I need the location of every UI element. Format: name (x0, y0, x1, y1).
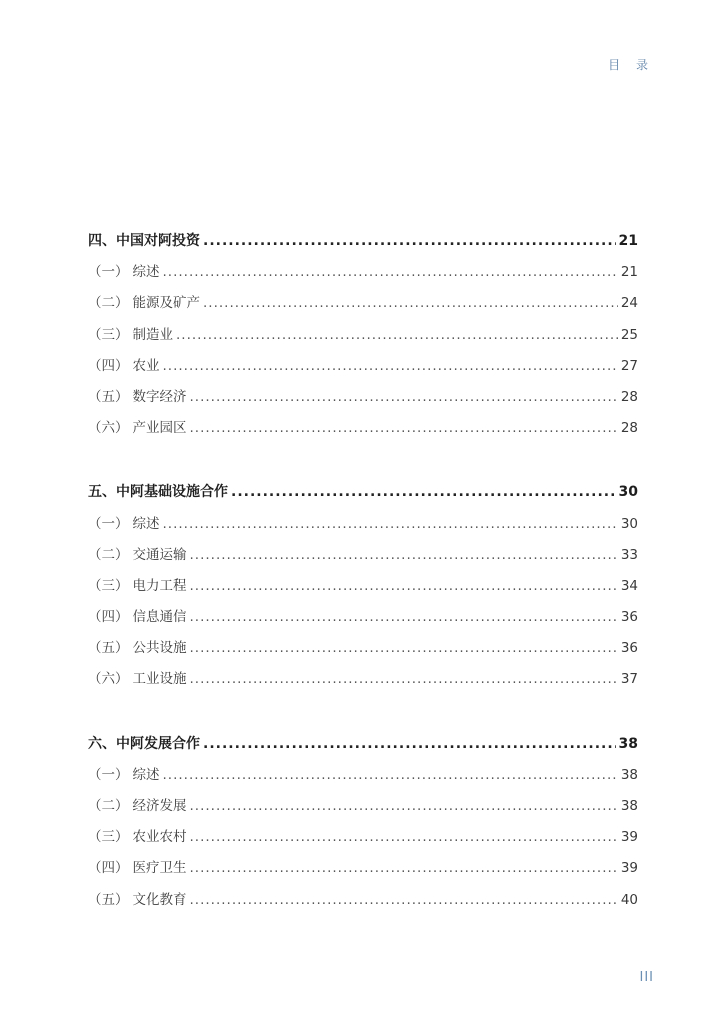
toc-sub-num: （二） (88, 798, 129, 814)
toc-sub-num: （三） (88, 577, 129, 594)
toc-main-entry[interactable] (88, 226, 638, 257)
toc-sub-num: （一） (88, 766, 129, 783)
toc-main-title: 四、中国对阿投资 (88, 233, 200, 249)
dot-leader (163, 760, 618, 791)
dot-leader (176, 320, 618, 351)
toc-sub-entry[interactable] (88, 791, 638, 822)
toc-sub-entry[interactable] (88, 602, 638, 633)
toc-main-title: 五、中阿基础设施合作 (88, 484, 228, 501)
toc-main-page: 38 (618, 735, 638, 752)
toc-sub-title: 综述 (132, 515, 160, 532)
toc-sub-title: 能源及矿产 (132, 295, 200, 312)
toc-sub-page: 34 (620, 577, 638, 594)
toc-sub-num: （一） (88, 515, 129, 532)
toc-main-page: 30 (618, 484, 638, 501)
toc-sub-entry[interactable] (88, 633, 638, 664)
toc-sub-title: 文化教育 (132, 891, 187, 908)
toc-sub-num: （五） (88, 388, 129, 405)
toc-sub-page: 36 (620, 640, 638, 657)
toc-sub-page: 37 (620, 671, 638, 688)
toc-sub-title: 综述 (132, 264, 160, 281)
toc-section-5 (88, 477, 638, 695)
toc-main-title: 六、中阿发展合作 (88, 735, 200, 752)
toc-section-6 (88, 729, 638, 916)
dot-leader (190, 602, 618, 633)
dot-leader (203, 226, 616, 257)
toc-sub-num: （二） (88, 546, 129, 563)
toc-sub-title: 工业设施 (132, 671, 187, 688)
toc-sub-title: 经济发展 (132, 798, 187, 814)
toc-sub-title: 农业农村 (132, 829, 187, 846)
toc-sub-num: （二） (88, 295, 129, 312)
toc-sub-entry[interactable] (88, 288, 638, 319)
toc-sub-title: 综述 (132, 766, 160, 783)
toc-main-entry[interactable] (88, 729, 638, 760)
toc-sub-title: 医疗卫生 (132, 860, 187, 877)
toc-sub-entry[interactable] (88, 664, 638, 695)
toc-sub-num: （四） (88, 609, 129, 626)
toc-sub-page: 24 (620, 295, 638, 312)
toc-sub-title: 信息通信 (132, 609, 187, 626)
toc-sub-num: （四） (88, 860, 129, 877)
toc-sub-page: 33 (620, 546, 638, 563)
toc-sub-entry[interactable] (88, 413, 638, 444)
toc-sub-entry[interactable] (88, 509, 638, 540)
dot-leader (163, 509, 618, 540)
dot-leader (190, 664, 618, 695)
toc-sub-page: 38 (620, 766, 638, 783)
dot-leader (190, 822, 618, 853)
toc-sub-num: （四） (88, 357, 129, 374)
table-of-contents (88, 226, 638, 949)
toc-sub-num: （六） (88, 671, 129, 688)
toc-sub-entry[interactable] (88, 320, 638, 351)
dot-leader (190, 885, 618, 916)
toc-sub-page: 25 (620, 326, 638, 343)
dot-leader (190, 791, 618, 822)
toc-sub-page: 27 (620, 357, 638, 374)
toc-sub-page: 28 (620, 420, 638, 437)
toc-sub-page: 39 (620, 860, 638, 877)
toc-sub-num: （六） (88, 420, 129, 437)
dot-leader (190, 571, 618, 602)
toc-sub-num: （三） (88, 829, 129, 846)
toc-sub-entry[interactable] (88, 351, 638, 382)
toc-sub-title: 公共设施 (132, 640, 187, 657)
toc-header-label: 目 录 (608, 58, 654, 72)
toc-sub-page: 21 (620, 264, 638, 281)
dot-leader (190, 540, 618, 571)
toc-sub-entry[interactable] (88, 540, 638, 571)
toc-sub-num: （五） (88, 640, 129, 657)
toc-sub-entry[interactable] (88, 885, 638, 916)
toc-sub-title: 产业园区 (132, 420, 187, 437)
toc-sub-entry[interactable] (88, 571, 638, 602)
toc-main-entry[interactable] (88, 477, 638, 508)
dot-leader (231, 477, 616, 508)
toc-main-page: 21 (618, 233, 638, 249)
toc-sub-entry[interactable] (88, 257, 638, 288)
toc-sub-num: （一） (88, 264, 129, 281)
toc-sub-title: 数字经济 (132, 388, 187, 405)
toc-sub-page: 28 (620, 388, 638, 405)
toc-sub-entry[interactable] (88, 760, 638, 791)
toc-sub-title: 电力工程 (132, 577, 187, 594)
toc-sub-num: （五） (88, 891, 129, 908)
toc-sub-page: 40 (620, 891, 638, 908)
dot-leader (190, 633, 618, 664)
toc-sub-title: 制造业 (132, 326, 173, 343)
toc-sub-page: 36 (620, 609, 638, 626)
dot-leader (190, 413, 618, 444)
toc-sub-entry[interactable] (88, 382, 638, 413)
dot-leader (163, 351, 618, 382)
toc-sub-entry[interactable] (88, 822, 638, 853)
dot-leader (203, 288, 618, 319)
dot-leader (190, 382, 618, 413)
toc-sub-page: 39 (620, 829, 638, 846)
dot-leader (163, 257, 618, 288)
toc-sub-title: 交通运输 (132, 546, 187, 563)
toc-sub-page: 30 (620, 515, 638, 532)
toc-sub-page: 38 (620, 798, 638, 814)
toc-sub-entry[interactable] (88, 853, 638, 884)
page-number: III (639, 970, 654, 985)
dot-leader (203, 729, 616, 760)
dot-leader (190, 853, 618, 884)
toc-section-4 (88, 226, 638, 444)
toc-sub-num: （三） (88, 326, 129, 343)
toc-sub-title: 农业 (132, 357, 160, 374)
